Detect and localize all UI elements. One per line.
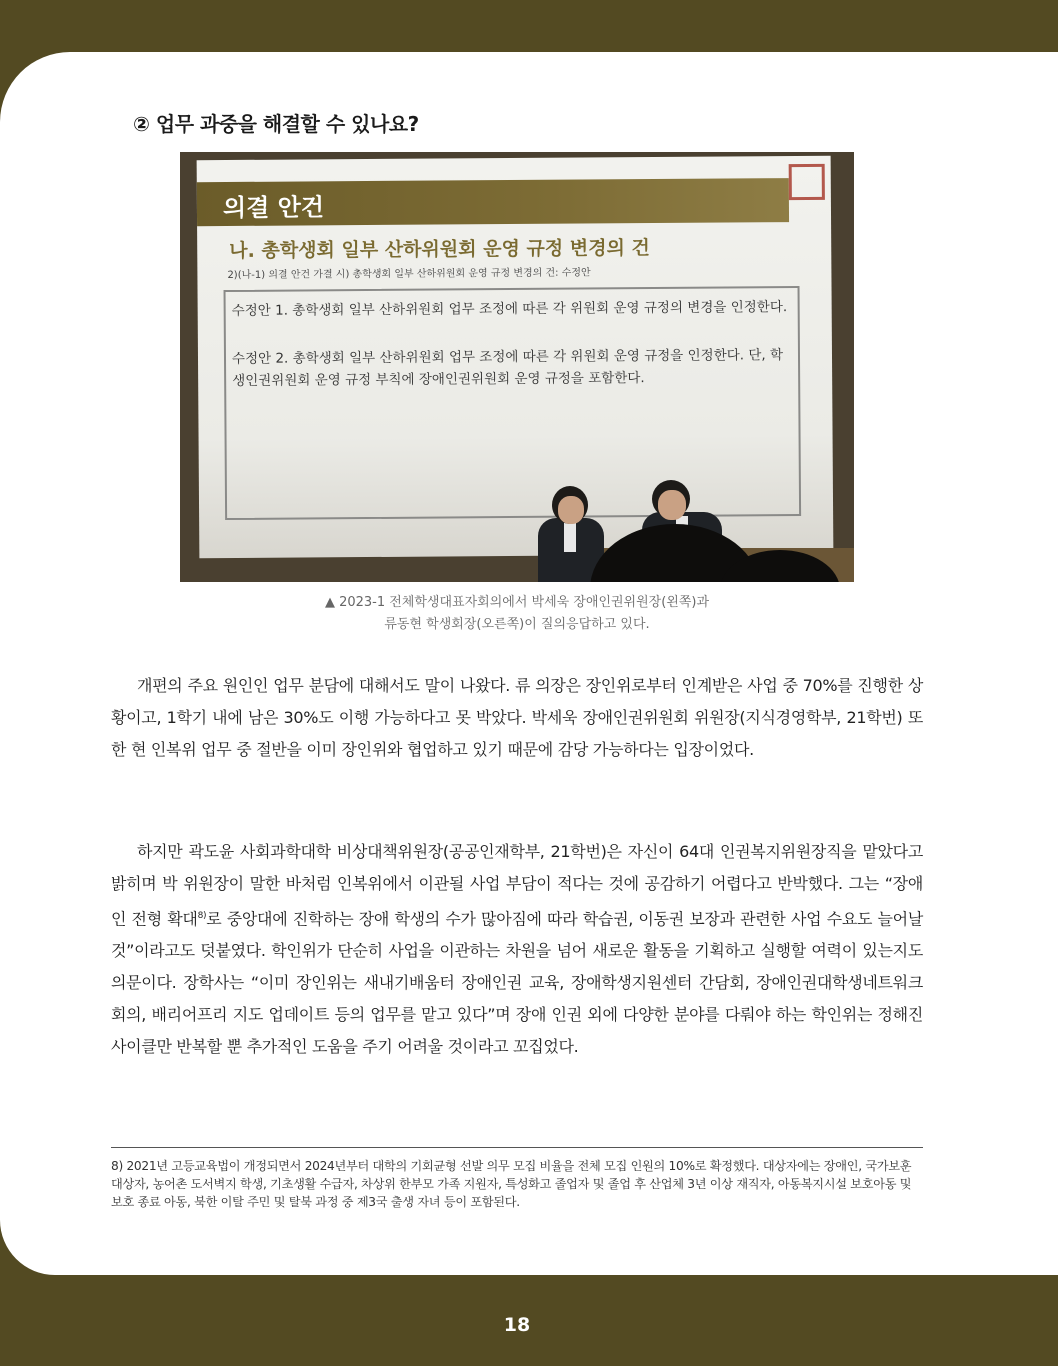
paragraph: 개편의 주요 원인인 업무 분담에 대해서도 말이 나왔다. 류 의장은 장인위로부터 인계받은 사업 중 70%를 진행한 상황이고, 1학기 내에 남은 30%도 이행 가능하다고 못 박았다. 박세욱 장애인권위원회 위원장(지식경영학부, 21학번) 또한 현 인복위 업무 중 절반을 이미 장인위와 협업하고 있기 때문에 감당 가능하다는 입장이었다. bbox=[111, 676, 923, 759]
slide-title-bar bbox=[197, 178, 789, 226]
slide-amendment-1: 수정안 1. 총학생회 일부 산하위원회 업무 조정에 따른 각 위원회 운영 규정의 변경을 인정한다. bbox=[231, 299, 788, 319]
section-heading: ② 업무 과중을 해결할 수 있나요? bbox=[133, 112, 419, 136]
paragraph-text: 로 중앙대에 진학하는 장애 학생의 수가 많아짐에 따라 학습권, 이동권 보장과 관련한 사업 수요도 늘어날 것”이라고도 덧붙였다. 학인위가 단순히 사업을 이관하는 차원을 넘어 새로운 활동을 기획하고 실행할 여력이 있는지도 의문이다. 장학사는 “이미 장인위는 새내기배움터 장애인권 교육, 장애학생지원센터 간담회, 장애인권대학생네트워크 회의, 배리어프리 지도 업데이트 등의 업무를 맡고 있다”며 장애 인권 외에 다양한 분야를 다뤄야 하는 학인위는 정해진 사이클만 반복할 뿐 추가적인 도움을 주기 어려울 것이라고 꼬집었다. bbox=[111, 909, 923, 1057]
footnote-divider bbox=[111, 1147, 923, 1148]
slide-title: 의결 안건 bbox=[222, 193, 325, 223]
slide-small-line: 2)(나-1) 의결 안건 가결 시) 총학생회 일부 산하위원회 운영 규정 변경의 건: 수정안 bbox=[227, 267, 591, 282]
slide-subtitle: 나. 총학생회 일부 산하위원회 운영 규정 변경의 건 bbox=[229, 237, 650, 262]
paragraph-text: 하지만 곽도윤 사회과학대학 비상대책위원장(공공인재학부, 21학번)은 자신이 64대 인권복지위원장직을 맡았다고 밝히며 박 위원장이 말한 바처럼 인복위에서 이관될 사업 부담이 적다는 것에 공감하기 어렵다고 반박했다. 그는 “장애인 전형 확대 bbox=[111, 842, 923, 929]
slide-amendment-box bbox=[224, 286, 802, 520]
photo-caption-line-1: ▲ 2023-1 전체학생대표자회의에서 박세욱 장애인권위원장(왼쪽)과 bbox=[324, 595, 710, 610]
footnote-marker: 8) bbox=[197, 911, 207, 921]
photo-caption-line-2: 류동현 학생회장(오른쪽)이 질의응답하고 있다. bbox=[384, 617, 650, 632]
projected-slide bbox=[197, 156, 834, 558]
slide-corner-mark bbox=[789, 164, 825, 200]
slide-amendment-2: 수정안 2. 총학생회 일부 산하위원회 업무 조정에 따른 각 위원회 운영 규정을 인정한다. 단, 학생인권위원회 운영 규정 부칙에 장애인권위원회 운영 규정을 포함한다. bbox=[231, 347, 784, 389]
paragraph bbox=[111, 836, 923, 1063]
meeting-photo bbox=[180, 152, 854, 582]
footnote: 8) 2021년 고등교육법이 개정되면서 2024년부터 대학의 기회균형 선발 의무 모집 비율을 전체 모집 인원의 10%로 확정했다. 대상자에는 장애인, 국가보훈 대상자, 농어촌 도서벽지 학생, 기초생활 수급자, 차상위 한부모 가족 지원자, 특성화고 졸업자 및 졸업 후 산업체 3년 이상 재직자, 아동복지시설 보호아동 및 보호 종료 아동, 북한 이탈 주민 및 탈북 과정 중 제3국 출생 자녀 등이 포함된다. bbox=[111, 1159, 912, 1209]
page-number: 18 bbox=[503, 1314, 531, 1336]
